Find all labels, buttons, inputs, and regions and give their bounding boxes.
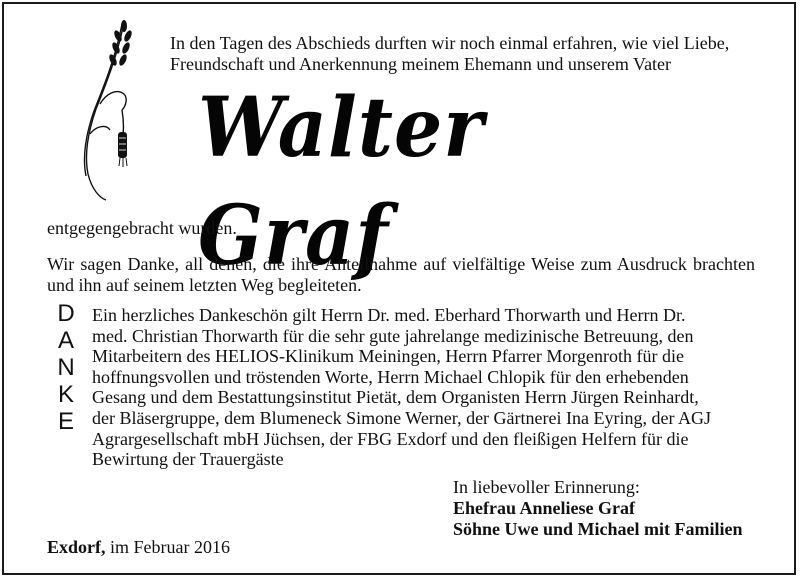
closing-block xyxy=(453,477,743,540)
danke-letter: K xyxy=(57,381,74,408)
intro-continuation: entgegengebracht wurden. xyxy=(47,218,237,238)
danke-letter: D xyxy=(57,300,75,327)
date-text: im Februar 2016 xyxy=(110,537,230,557)
thanks-general-text: Wir sagen Danke, all denen, die ihre Anteilnahme auf vielfältige Weise zum Ausdruck brachten und ihn auf seinem letzten Weg begleiteten. xyxy=(47,254,755,295)
thanks-detail-text: Ein herzliches Dankeschön gilt Herrn Dr. med. Eberhard Thorwarth und Herrn Dr. med. Christian Thorwarth für die sehr gute jahrelange medizinische Betreuung, den Mitarbeitern des HELIOS-Klinikum Meiningen, Herrn Pfarrer Morgenroth für die hoffnungsvollen und tröstenden Worte, Herrn Michael Chlopik für den erhebenden Gesang und dem Bestattungsinstitut Pietät, dem Organisten Herrn Jürgen Reinhardt, der Bläsergruppe, dem Blumeneck Simone Werner, der Gärtnerei Ina Eyring, der AGJ Agrargesellschaft mbH Jüchsen, der FBG Exdorf und den fleißigen Helfern für die Bewirtung der Trauergäste xyxy=(92,305,711,470)
intro-text: In den Tagen des Abschieds durften wir noch einmal erfahren, wie viel Liebe, Freundschaft und Anerkennung meinem Ehemann und unserem Vater xyxy=(170,33,730,74)
danke-letter: N xyxy=(57,354,75,381)
place-name: Exdorf, xyxy=(47,537,106,557)
place-date-line xyxy=(47,537,230,558)
wheat-ear-icon xyxy=(66,14,146,204)
closing-sons: Söhne Uwe und Michael mit Familien xyxy=(453,519,743,539)
danke-vertical-word xyxy=(52,300,80,435)
danke-letter: E xyxy=(57,408,74,435)
closing-greeting: In liebevoller Erinnerung: xyxy=(453,477,640,497)
deceased-name: Walter Graf xyxy=(198,79,485,284)
closing-widow: Ehefrau Anneliese Graf xyxy=(453,498,635,518)
danke-letter: A xyxy=(57,327,74,354)
